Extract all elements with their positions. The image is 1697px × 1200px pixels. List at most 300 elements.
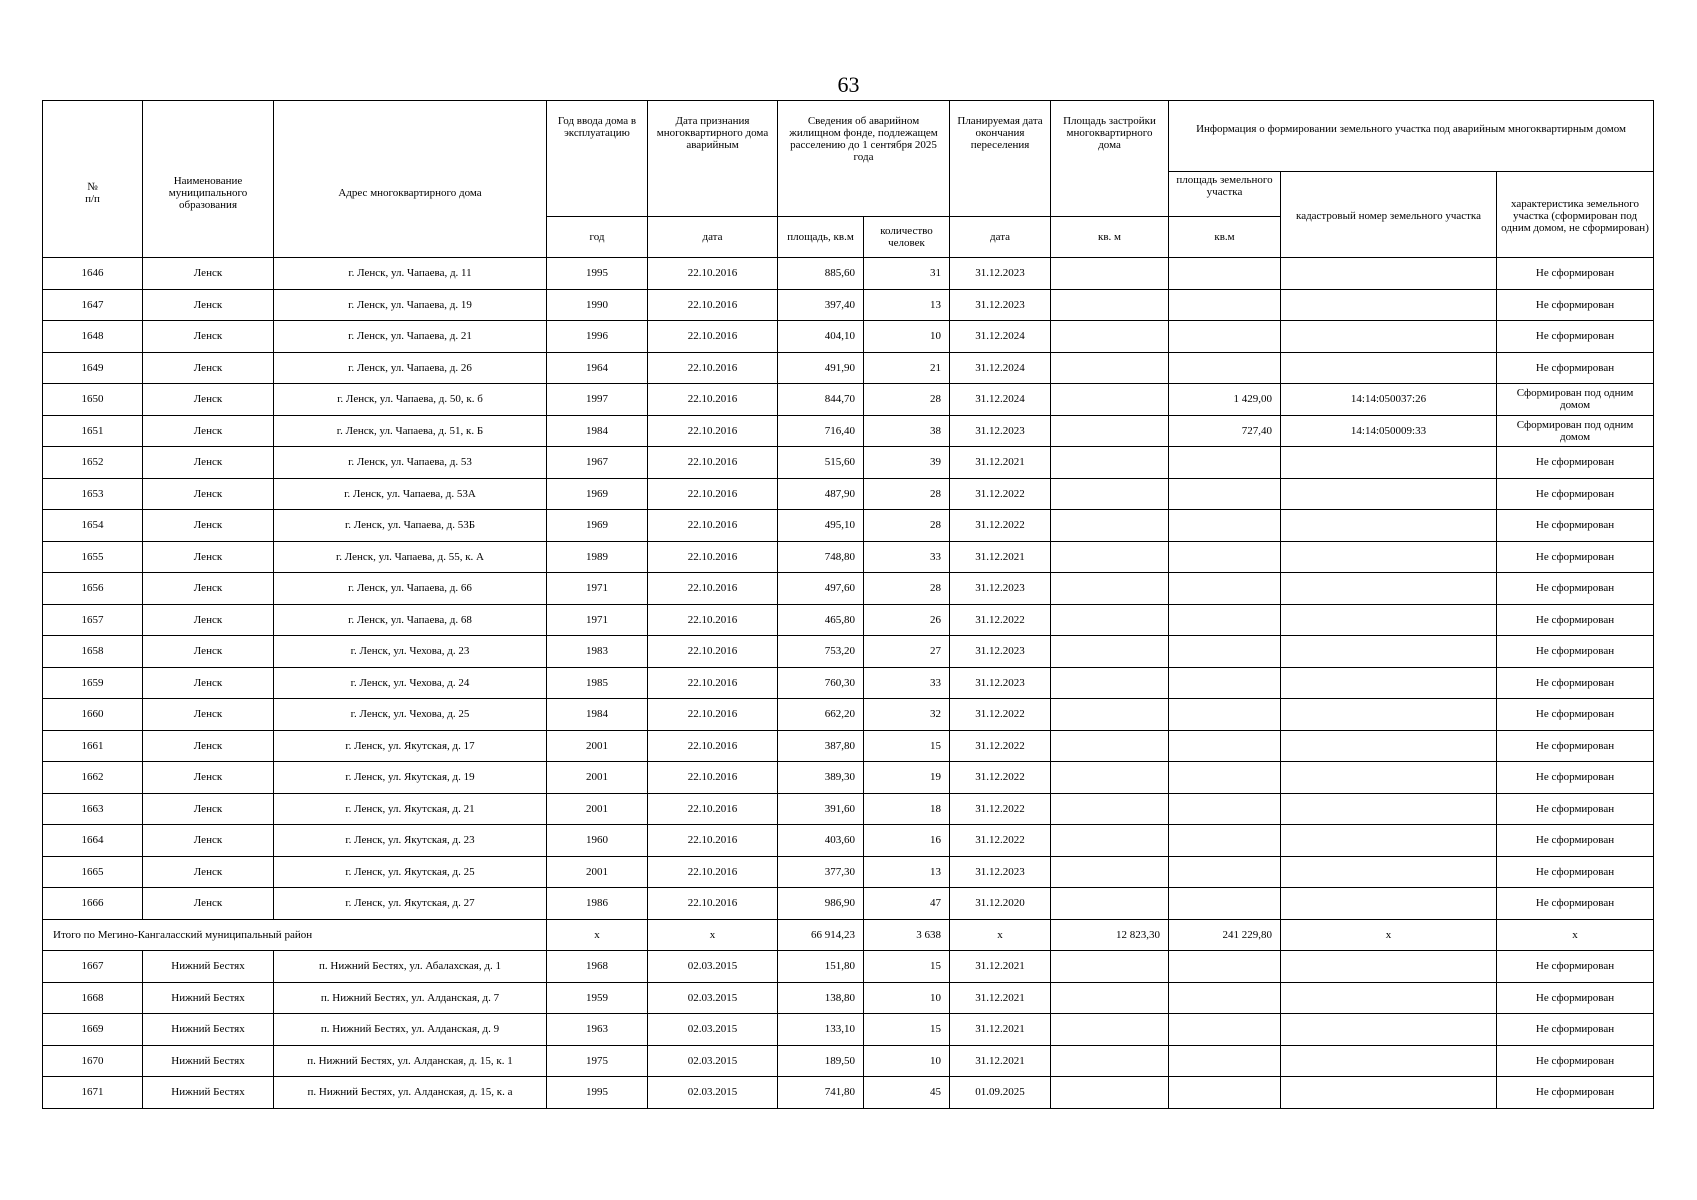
row-people: 27 <box>864 636 950 668</box>
row-people: 10 <box>864 1045 950 1077</box>
row-year: 1969 <box>547 478 648 510</box>
total-built: 12 823,30 <box>1051 919 1169 951</box>
row-built-area <box>1051 1045 1169 1077</box>
header-land-area: площадь земельного участка <box>1169 172 1281 217</box>
row-built-area <box>1051 699 1169 731</box>
total-area: 66 914,23 <box>778 919 864 951</box>
row-date: 22.10.2016 <box>648 510 778 542</box>
table-row <box>43 888 1654 920</box>
row-people: 38 <box>864 415 950 447</box>
row-land-char: Не сформирован <box>1497 825 1654 857</box>
row-address: г. Ленск, ул. Чапаева, д. 26 <box>274 352 547 384</box>
row-year: 1996 <box>547 321 648 353</box>
row-num: 1663 <box>43 793 143 825</box>
row-municipality: Ленск <box>143 541 274 573</box>
table-row <box>43 1014 1654 1046</box>
table-row <box>43 510 1654 542</box>
row-land-area <box>1169 447 1281 479</box>
row-municipality: Ленск <box>143 321 274 353</box>
row-year: 1959 <box>547 982 648 1014</box>
row-address: г. Ленск, ул. Чапаева, д. 55, к. А <box>274 541 547 573</box>
row-num: 1669 <box>43 1014 143 1046</box>
row-municipality: Нижний Бестях <box>143 1077 274 1109</box>
row-land-char: Не сформирован <box>1497 321 1654 353</box>
row-built-area <box>1051 510 1169 542</box>
row-address: г. Ленск, ул. Чапаева, д. 11 <box>274 258 547 290</box>
row-cadastral <box>1281 888 1497 920</box>
row-cadastral <box>1281 699 1497 731</box>
row-year: 2001 <box>547 730 648 762</box>
row-built-area <box>1051 289 1169 321</box>
total-cad: х <box>1281 919 1497 951</box>
row-land-area <box>1169 604 1281 636</box>
row-end-date: 31.12.2023 <box>950 573 1051 605</box>
row-address: п. Нижний Бестях, ул. Алданская, д. 15, к. а <box>274 1077 547 1109</box>
row-land-area <box>1169 888 1281 920</box>
row-address: г. Ленск, ул. Чапаева, д. 50, к. б <box>274 384 547 416</box>
row-area: 986,90 <box>778 888 864 920</box>
row-num: 1655 <box>43 541 143 573</box>
row-area: 189,50 <box>778 1045 864 1077</box>
header-unit-date2: дата <box>950 217 1051 258</box>
row-people: 15 <box>864 730 950 762</box>
row-land-area <box>1169 573 1281 605</box>
row-year: 1997 <box>547 384 648 416</box>
row-year: 1984 <box>547 699 648 731</box>
row-municipality: Ленск <box>143 699 274 731</box>
row-end-date: 31.12.2022 <box>950 793 1051 825</box>
row-end-date: 31.12.2024 <box>950 321 1051 353</box>
row-cadastral <box>1281 604 1497 636</box>
row-end-date: 31.12.2023 <box>950 258 1051 290</box>
row-cadastral <box>1281 1014 1497 1046</box>
row-end-date: 31.12.2022 <box>950 478 1051 510</box>
row-area: 741,80 <box>778 1077 864 1109</box>
row-cadastral <box>1281 447 1497 479</box>
row-cadastral <box>1281 856 1497 888</box>
row-num: 1662 <box>43 762 143 794</box>
row-area: 760,30 <box>778 667 864 699</box>
row-land-area <box>1169 321 1281 353</box>
row-people: 32 <box>864 699 950 731</box>
row-year: 1975 <box>547 1045 648 1077</box>
row-end-date: 31.12.2023 <box>950 856 1051 888</box>
row-municipality: Ленск <box>143 447 274 479</box>
row-municipality: Ленск <box>143 793 274 825</box>
row-date: 22.10.2016 <box>648 478 778 510</box>
row-date: 22.10.2016 <box>648 415 778 447</box>
header-unit-sqm: кв. м <box>1051 217 1169 258</box>
row-land-char: Не сформирован <box>1497 289 1654 321</box>
row-land-char: Не сформирован <box>1497 636 1654 668</box>
row-cadastral <box>1281 289 1497 321</box>
row-built-area <box>1051 352 1169 384</box>
row-land-area: 727,40 <box>1169 415 1281 447</box>
row-built-area <box>1051 856 1169 888</box>
row-cadastral: 14:14:050009:33 <box>1281 415 1497 447</box>
row-land-area <box>1169 478 1281 510</box>
row-built-area <box>1051 415 1169 447</box>
row-area: 495,10 <box>778 510 864 542</box>
table-row <box>43 1077 1654 1109</box>
row-year: 1967 <box>547 447 648 479</box>
row-num: 1647 <box>43 289 143 321</box>
row-num: 1646 <box>43 258 143 290</box>
resettlement-table <box>42 100 1654 1109</box>
table-row <box>43 982 1654 1014</box>
row-land-area <box>1169 856 1281 888</box>
row-people: 28 <box>864 510 950 542</box>
row-num: 1667 <box>43 951 143 983</box>
row-municipality: Ленск <box>143 289 274 321</box>
row-year: 1995 <box>547 258 648 290</box>
row-num: 1650 <box>43 384 143 416</box>
row-date: 02.03.2015 <box>648 982 778 1014</box>
table-row <box>43 730 1654 762</box>
row-people: 26 <box>864 604 950 636</box>
table-row <box>43 699 1654 731</box>
row-land-area <box>1169 667 1281 699</box>
row-address: г. Ленск, ул. Чехова, д. 24 <box>274 667 547 699</box>
row-land-char: Не сформирован <box>1497 730 1654 762</box>
table-row <box>43 289 1654 321</box>
row-cadastral <box>1281 1045 1497 1077</box>
row-municipality: Ленск <box>143 888 274 920</box>
row-year: 1969 <box>547 510 648 542</box>
total-end: х <box>950 919 1051 951</box>
row-date: 02.03.2015 <box>648 1077 778 1109</box>
header-num: № п/п <box>43 101 143 258</box>
row-date: 22.10.2016 <box>648 289 778 321</box>
row-address: г. Ленск, ул. Якутская, д. 21 <box>274 793 547 825</box>
row-area: 515,60 <box>778 447 864 479</box>
row-cadastral <box>1281 1077 1497 1109</box>
row-municipality: Ленск <box>143 636 274 668</box>
row-land-char: Не сформирован <box>1497 951 1654 983</box>
row-area: 885,60 <box>778 258 864 290</box>
row-cadastral <box>1281 951 1497 983</box>
header-year-commission: Год ввода дома в эксплуатацию <box>547 101 648 217</box>
row-area: 387,80 <box>778 730 864 762</box>
row-built-area <box>1051 321 1169 353</box>
row-end-date: 31.12.2021 <box>950 1014 1051 1046</box>
table-row <box>43 384 1654 416</box>
row-built-area <box>1051 636 1169 668</box>
row-cadastral <box>1281 825 1497 857</box>
row-cadastral <box>1281 793 1497 825</box>
row-cadastral <box>1281 573 1497 605</box>
row-address: г. Ленск, ул. Чапаева, д. 21 <box>274 321 547 353</box>
row-year: 1985 <box>547 667 648 699</box>
row-municipality: Ленск <box>143 352 274 384</box>
row-address: г. Ленск, ул. Чапаева, д. 68 <box>274 604 547 636</box>
row-land-area <box>1169 1014 1281 1046</box>
row-land-char: Не сформирован <box>1497 573 1654 605</box>
row-year: 1984 <box>547 415 648 447</box>
row-people: 18 <box>864 793 950 825</box>
row-num: 1653 <box>43 478 143 510</box>
table-row <box>43 352 1654 384</box>
row-date: 02.03.2015 <box>648 1014 778 1046</box>
row-land-area <box>1169 730 1281 762</box>
row-area: 748,80 <box>778 541 864 573</box>
row-people: 21 <box>864 352 950 384</box>
row-land-char: Не сформирован <box>1497 888 1654 920</box>
table-row <box>43 321 1654 353</box>
table-body-lensk <box>43 258 1654 920</box>
table-row <box>43 478 1654 510</box>
row-address: г. Ленск, ул. Якутская, д. 17 <box>274 730 547 762</box>
table-row <box>43 573 1654 605</box>
table-row <box>43 415 1654 447</box>
row-year: 2001 <box>547 793 648 825</box>
row-num: 1652 <box>43 447 143 479</box>
header-municipality: Наименование муниципального образования <box>143 101 274 258</box>
row-area: 377,30 <box>778 856 864 888</box>
row-cadastral <box>1281 258 1497 290</box>
row-cadastral <box>1281 636 1497 668</box>
row-land-area <box>1169 289 1281 321</box>
total-date: х <box>648 919 778 951</box>
row-year: 1964 <box>547 352 648 384</box>
row-municipality: Нижний Бестях <box>143 1014 274 1046</box>
total-char: х <box>1497 919 1654 951</box>
row-cadastral <box>1281 352 1497 384</box>
row-year: 1990 <box>547 289 648 321</box>
row-end-date: 31.12.2022 <box>950 510 1051 542</box>
row-num: 1658 <box>43 636 143 668</box>
row-cadastral: 14:14:050037:26 <box>1281 384 1497 416</box>
row-cadastral <box>1281 478 1497 510</box>
row-end-date: 31.12.2022 <box>950 604 1051 636</box>
row-end-date: 01.09.2025 <box>950 1077 1051 1109</box>
row-land-char: Не сформирован <box>1497 541 1654 573</box>
row-municipality: Нижний Бестях <box>143 982 274 1014</box>
row-year: 1995 <box>547 1077 648 1109</box>
row-year: 1983 <box>547 636 648 668</box>
row-address: п. Нижний Бестях, ул. Алданская, д. 9 <box>274 1014 547 1046</box>
row-date: 22.10.2016 <box>648 825 778 857</box>
row-land-char: Не сформирован <box>1497 1014 1654 1046</box>
row-date: 22.10.2016 <box>648 541 778 573</box>
row-built-area <box>1051 573 1169 605</box>
row-built-area <box>1051 951 1169 983</box>
row-num: 1651 <box>43 415 143 447</box>
row-land-char: Не сформирован <box>1497 793 1654 825</box>
header-land-char: характеристика земельного участка (сформирован под одним домом, не сформирован) <box>1497 172 1654 258</box>
row-municipality: Ленск <box>143 510 274 542</box>
row-land-char: Не сформирован <box>1497 604 1654 636</box>
row-date: 22.10.2016 <box>648 856 778 888</box>
row-num: 1661 <box>43 730 143 762</box>
row-end-date: 31.12.2021 <box>950 951 1051 983</box>
header-built-area: Площадь застройки многоквартирного дома <box>1051 101 1169 217</box>
row-built-area <box>1051 258 1169 290</box>
row-address: п. Нижний Бестях, ул. Абалахская, д. 1 <box>274 951 547 983</box>
row-num: 1648 <box>43 321 143 353</box>
row-land-area <box>1169 636 1281 668</box>
header-planned-end: Планируемая дата окончания переселения <box>950 101 1051 217</box>
row-date: 22.10.2016 <box>648 793 778 825</box>
row-people: 19 <box>864 762 950 794</box>
row-date: 22.10.2016 <box>648 352 778 384</box>
row-end-date: 31.12.2022 <box>950 730 1051 762</box>
row-land-area: 1 429,00 <box>1169 384 1281 416</box>
row-area: 397,40 <box>778 289 864 321</box>
row-land-area <box>1169 258 1281 290</box>
row-area: 391,60 <box>778 793 864 825</box>
row-area: 138,80 <box>778 982 864 1014</box>
row-end-date: 31.12.2020 <box>950 888 1051 920</box>
row-land-area <box>1169 762 1281 794</box>
row-land-char: Не сформирован <box>1497 667 1654 699</box>
row-land-area <box>1169 352 1281 384</box>
row-address: г. Ленск, ул. Якутская, д. 19 <box>274 762 547 794</box>
header-address: Адрес многоквартирного дома <box>274 101 547 258</box>
row-address: г. Ленск, ул. Чапаева, д. 53Б <box>274 510 547 542</box>
row-address: г. Ленск, ул. Чапаева, д. 19 <box>274 289 547 321</box>
row-land-char: Не сформирован <box>1497 510 1654 542</box>
total-land: 241 229,80 <box>1169 919 1281 951</box>
row-end-date: 31.12.2023 <box>950 667 1051 699</box>
row-area: 716,40 <box>778 415 864 447</box>
row-date: 22.10.2016 <box>648 762 778 794</box>
header-unit-sqm2: кв.м <box>1169 217 1281 258</box>
table-row <box>43 793 1654 825</box>
row-address: г. Ленск, ул. Чапаева, д. 51, к. Б <box>274 415 547 447</box>
row-year: 1989 <box>547 541 648 573</box>
header-date-emergency: Дата признания многоквартирного дома аварийным <box>648 101 778 217</box>
total-label: Итого по Мегино-Кангаласский муниципальный район <box>43 919 547 951</box>
row-land-char: Сформирован под одним домом <box>1497 384 1654 416</box>
row-date: 22.10.2016 <box>648 667 778 699</box>
table-total <box>43 919 1654 951</box>
row-year: 1971 <box>547 573 648 605</box>
header-emergency-fund: Сведения об аварийном жилищном фонде, подлежащем расселению до 1 сентября 2025 года <box>778 101 950 217</box>
row-cadastral <box>1281 541 1497 573</box>
row-date: 22.10.2016 <box>648 258 778 290</box>
row-address: г. Ленск, ул. Якутская, д. 25 <box>274 856 547 888</box>
row-end-date: 31.12.2022 <box>950 825 1051 857</box>
row-cadastral <box>1281 762 1497 794</box>
row-land-area <box>1169 951 1281 983</box>
header-cadastral: кадастровый номер земельного участка <box>1281 172 1497 258</box>
row-land-area <box>1169 793 1281 825</box>
table-body-nizhny-bestyakh <box>43 951 1654 1109</box>
row-address: г. Ленск, ул. Якутская, д. 27 <box>274 888 547 920</box>
row-people: 33 <box>864 667 950 699</box>
row-built-area <box>1051 667 1169 699</box>
row-year: 2001 <box>547 856 648 888</box>
row-people: 39 <box>864 447 950 479</box>
row-land-char: Сформирован под одним домом <box>1497 415 1654 447</box>
row-address: п. Нижний Бестях, ул. Алданская, д. 15, к. 1 <box>274 1045 547 1077</box>
total-year: х <box>547 919 648 951</box>
row-area: 389,30 <box>778 762 864 794</box>
row-people: 33 <box>864 541 950 573</box>
header-land-info: Информация о формировании земельного участка под аварийным многоквартирным домом <box>1169 101 1654 172</box>
row-built-area <box>1051 730 1169 762</box>
row-people: 16 <box>864 825 950 857</box>
row-date: 22.10.2016 <box>648 730 778 762</box>
row-built-area <box>1051 793 1169 825</box>
row-municipality: Ленск <box>143 762 274 794</box>
row-end-date: 31.12.2024 <box>950 384 1051 416</box>
row-num: 1656 <box>43 573 143 605</box>
row-date: 22.10.2016 <box>648 384 778 416</box>
table-row <box>43 447 1654 479</box>
row-end-date: 31.12.2021 <box>950 447 1051 479</box>
row-area: 487,90 <box>778 478 864 510</box>
row-num: 1668 <box>43 982 143 1014</box>
row-land-char: Не сформирован <box>1497 856 1654 888</box>
row-municipality: Ленск <box>143 384 274 416</box>
row-people: 15 <box>864 1014 950 1046</box>
row-address: п. Нижний Бестях, ул. Алданская, д. 7 <box>274 982 547 1014</box>
row-end-date: 31.12.2022 <box>950 699 1051 731</box>
row-area: 403,60 <box>778 825 864 857</box>
row-land-char: Не сформирован <box>1497 478 1654 510</box>
row-built-area <box>1051 1077 1169 1109</box>
row-address: г. Ленск, ул. Якутская, д. 23 <box>274 825 547 857</box>
row-municipality: Ленск <box>143 825 274 857</box>
row-people: 13 <box>864 289 950 321</box>
row-cadastral <box>1281 510 1497 542</box>
row-address: г. Ленск, ул. Чапаева, д. 66 <box>274 573 547 605</box>
row-people: 10 <box>864 982 950 1014</box>
row-end-date: 31.12.2023 <box>950 415 1051 447</box>
row-land-area <box>1169 982 1281 1014</box>
row-end-date: 31.12.2023 <box>950 289 1051 321</box>
row-num: 1666 <box>43 888 143 920</box>
row-municipality: Ленск <box>143 573 274 605</box>
row-built-area <box>1051 888 1169 920</box>
row-area: 753,20 <box>778 636 864 668</box>
row-date: 22.10.2016 <box>648 888 778 920</box>
row-built-area <box>1051 447 1169 479</box>
row-end-date: 31.12.2021 <box>950 982 1051 1014</box>
row-land-char: Не сформирован <box>1497 762 1654 794</box>
row-address: г. Ленск, ул. Чапаева, д. 53 <box>274 447 547 479</box>
table-row <box>43 1045 1654 1077</box>
row-people: 10 <box>864 321 950 353</box>
row-municipality: Ленск <box>143 478 274 510</box>
row-date: 22.10.2016 <box>648 604 778 636</box>
row-area: 133,10 <box>778 1014 864 1046</box>
row-land-char: Не сформирован <box>1497 1077 1654 1109</box>
row-date: 02.03.2015 <box>648 951 778 983</box>
row-address: г. Ленск, ул. Чехова, д. 25 <box>274 699 547 731</box>
page-number: 63 <box>837 72 860 97</box>
row-num: 1664 <box>43 825 143 857</box>
row-num: 1654 <box>43 510 143 542</box>
header-unit-date: дата <box>648 217 778 258</box>
row-built-area <box>1051 541 1169 573</box>
row-land-area <box>1169 1077 1281 1109</box>
row-built-area <box>1051 825 1169 857</box>
row-people: 47 <box>864 888 950 920</box>
row-land-area <box>1169 699 1281 731</box>
row-land-char: Не сформирован <box>1497 1045 1654 1077</box>
row-address: г. Ленск, ул. Чехова, д. 23 <box>274 636 547 668</box>
row-year: 1968 <box>547 951 648 983</box>
row-built-area <box>1051 384 1169 416</box>
row-built-area <box>1051 762 1169 794</box>
row-land-char: Не сформирован <box>1497 447 1654 479</box>
row-land-char: Не сформирован <box>1497 699 1654 731</box>
row-people: 28 <box>864 478 950 510</box>
row-end-date: 31.12.2023 <box>950 636 1051 668</box>
